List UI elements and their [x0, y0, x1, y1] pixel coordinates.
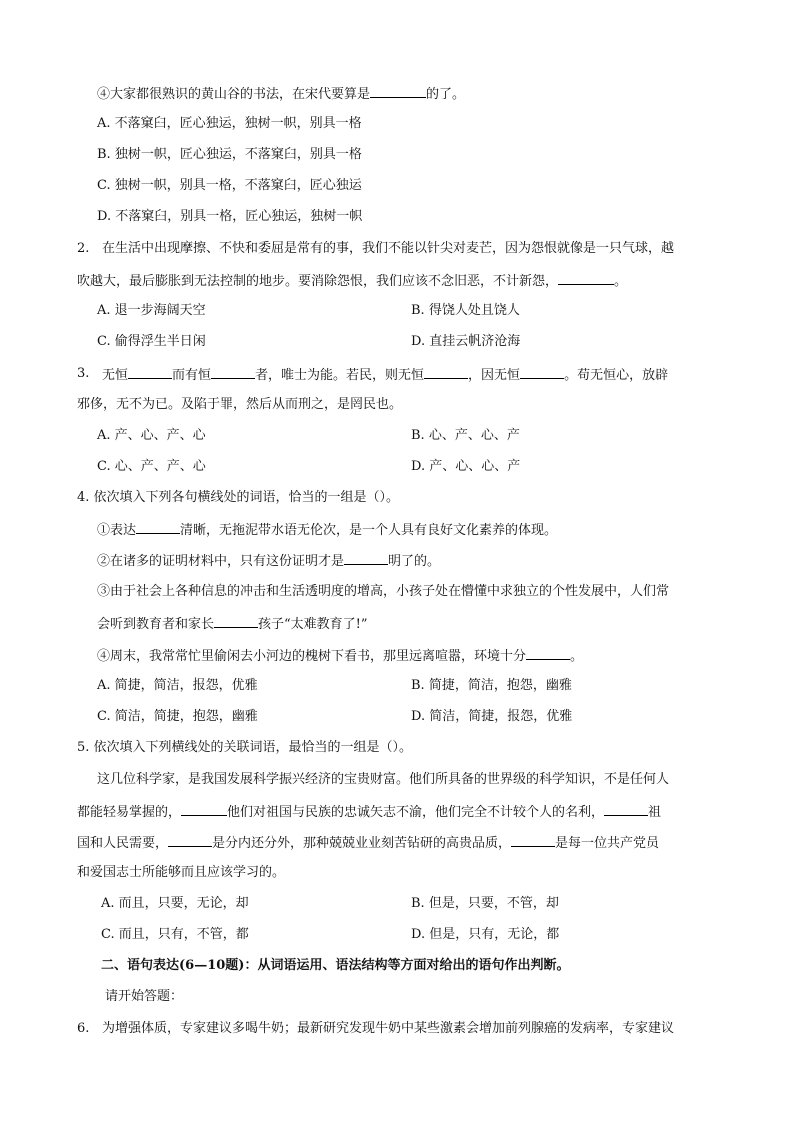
blank: [424, 366, 468, 379]
q5-option-d: D. 但是，只有，无论，都: [411, 927, 560, 942]
q4-stem: 4. 依次填入下列各句横线处的词语，恰当的一组是（）。: [77, 490, 400, 505]
q2-line2: 吹越大，最后膨胀到无法控制的地步。要消除怨恨，我们应该不念旧恶，不计新怨， 。: [77, 274, 628, 289]
blank: [520, 366, 564, 379]
q4-sentence-4: ④周末，我常常忙里偷闲去小河边的槐树下看书，那里远离喧嚣，环境十分 。: [97, 649, 584, 664]
q5-option-c: C. 而且，只有，不管，都: [101, 927, 249, 942]
q3-line2: 邪侈，无不为已。及陷于罪，然后从而刑之，是罔民也。: [77, 397, 403, 412]
option-a: A. 不落窠臼，匠心独运，独树一帜，别具一格: [97, 116, 362, 131]
q4-option-b: B. 简捷，简洁，抱怨，幽雅: [411, 678, 572, 693]
q3-option-d: D. 产、心、心、产: [411, 459, 521, 474]
q2-option-d: D. 直挂云帆济沧海: [411, 334, 521, 349]
blank: [211, 366, 255, 379]
q4-sentence-2: ②在诸多的证明材料中，只有这份证明才是 明了的。: [97, 554, 441, 569]
q3-number: 3.: [77, 366, 90, 381]
q4-option-c: C. 简洁，简捷，抱怨，幽雅: [97, 709, 258, 724]
blank: [136, 521, 180, 534]
q2-option-a: A. 退一步海阔天空: [97, 303, 206, 318]
blank: [370, 85, 426, 98]
q5-option-a: A. 而且，只要，无论，却: [101, 896, 249, 911]
q2-number: 2.: [77, 241, 90, 256]
option-b: B. 独树一帜，匠心独运，不落窠臼，别具一格: [97, 147, 362, 162]
section-heading: 二、语句表达(6—10题)：从词语运用、语法结构等方面对给出的语句作出判断。: [101, 958, 570, 973]
q2-line1: 在生活中出现摩擦、不快和委屈是常有的事，我们不能以针尖对麦芒，因为怨恨就像是一只气球，越: [102, 241, 675, 256]
q4-sentence-3-line1: ③由于社会上各种信息的冲击和生活透明度的增高，小孩子处在懵懂中求独立的个性发展中，人们常: [97, 584, 670, 599]
blank: [558, 272, 614, 285]
q3-line1: 无恒 而有恒 者，唯士为能。若民，则无恒 ，因无恒 。苟无恒心，放辟: [102, 368, 669, 383]
q4-sentence-1: ①表达 清晰，无拖泥带水语无伦次，是一个人具有良好文化素养的体现。: [97, 523, 558, 538]
blank: [128, 366, 172, 379]
item4-sentence: ④大家都很熟识的黄山谷的书法，在宋代要算是 的了。: [97, 87, 466, 102]
q4-option-d: D. 简洁，简捷，报怨，优雅: [411, 709, 573, 724]
q3-option-a: A. 产、心、产、心: [97, 428, 206, 443]
q5-stem: 5. 依次填入下列横线处的关联词语，最恰当的一组是（）。: [77, 740, 413, 755]
q4-sentence-3-line2: 会听到教育者和家长 孩子“太难教育了!”: [97, 617, 368, 632]
blank: [344, 552, 388, 565]
blank: [181, 803, 227, 816]
option-c: C. 独树一帜，别具一格，不落窠臼，匠心独运: [97, 178, 362, 193]
q6-number: 6.: [77, 1021, 90, 1036]
q3-option-b: B. 心、产、心、产: [411, 428, 520, 443]
q6-line1: 为增强体质，专家建议多喝牛奶；最新研究发现牛奶中某些激素会增加前列腺癌的发病率，专家建议: [102, 1021, 675, 1036]
q3-option-c: C. 心、产、产、心: [97, 459, 206, 474]
q2-option-c: C. 偷得浮生半日闲: [97, 334, 206, 349]
q5-line1: 这几位科学家，是我国发展科学振兴经济的宝贵财富。他们所具备的世界级的科学知识，不是任何人: [97, 772, 670, 787]
q4-option-a: A. 简捷，简洁，报怨，优雅: [97, 678, 258, 693]
blank: [511, 834, 555, 847]
blank: [214, 615, 258, 628]
blank: [526, 647, 570, 660]
option-d: D. 不落窠臼，别具一格，匠心独运，独树一帜: [97, 209, 363, 224]
q5-line4: 和爱国志士所能够而且应该学习的。: [77, 865, 286, 880]
start-prompt: 请开始答题：: [105, 989, 184, 1004]
q5-line3: 国和人民需要， 是分内还分外，那种兢兢业业刻苦钻研的高贵品质， 是每一位共产党员: [77, 836, 660, 851]
q5-option-b: B. 但是，只要，不管，却: [411, 896, 559, 911]
q5-line2: 都能轻易掌握的， 他们对祖国与民族的忠诚矢志不渝，他们完全不计较个人的名利， 祖: [77, 805, 662, 820]
q2-option-b: B. 得饶人处且饶人: [411, 303, 520, 318]
blank: [604, 803, 648, 816]
blank: [168, 834, 212, 847]
